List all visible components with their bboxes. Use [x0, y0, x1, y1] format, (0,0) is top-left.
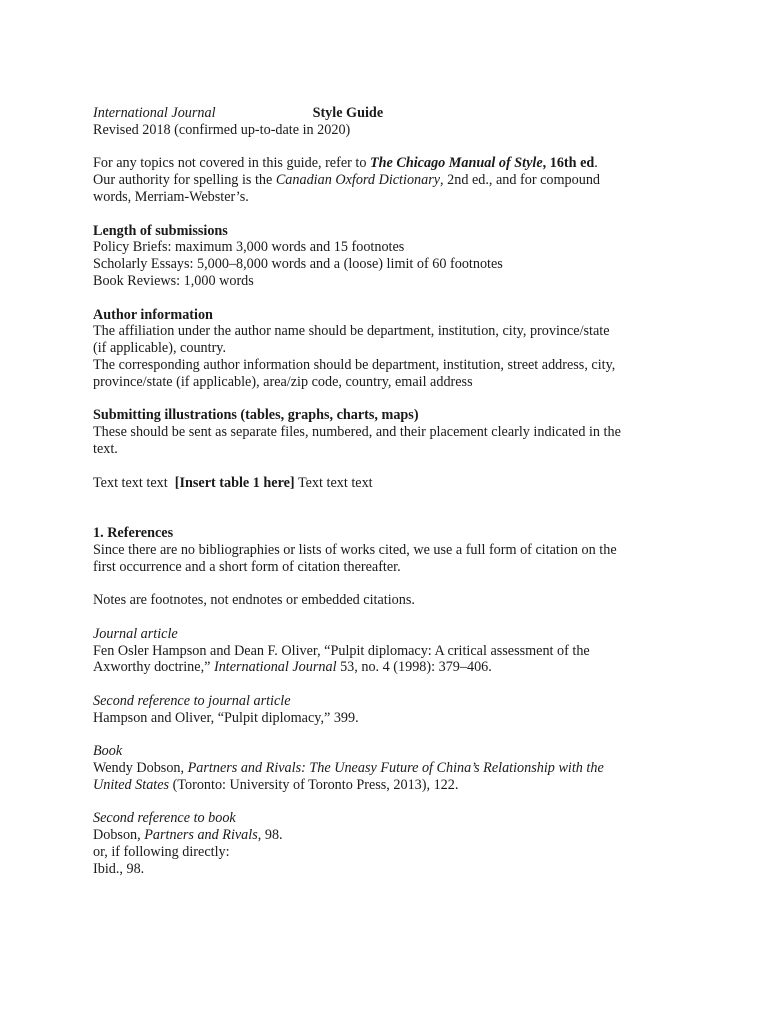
- document-page: [93, 105, 683, 878]
- author-affiliation-2: (if applicable), country.: [93, 340, 227, 357]
- length-reviews: Book Reviews: 1,000 words: [93, 272, 254, 289]
- journal-citation-2-pre: Axworthy doctrine,”: [93, 659, 214, 676]
- journal-citation-2-italic: International Journal: [213, 659, 337, 676]
- example-text-pre: Text text text: [93, 474, 175, 491]
- journal-citation-1: Fen Osler Hampson and Dean F. Oliver, “Pulpit diplomacy: A critical assessment of the: [93, 642, 590, 659]
- intro-paragraph: [93, 155, 683, 205]
- references-intro-1: Since there are no bibliographies or lists of works cited, we use a full form of citation on the: [93, 541, 617, 558]
- chicago-title: The Chicago Manual of Style: [369, 155, 543, 172]
- length-heading: Length of submissions: [93, 222, 228, 239]
- author-affiliation-1: The affiliation under the author name should be department, institution, city, province/state: [93, 323, 610, 340]
- spelling-text-3: words, Merriam-Webster’s.: [93, 188, 249, 205]
- spelling-text: Our authority for spelling is the: [93, 172, 276, 189]
- illustrations-heading: Submitting illustrations (tables, graphs, charts, maps): [93, 407, 419, 424]
- length-scholarly: Scholarly Essays: 5,000–8,000 words and a (loose) limit of 60 footnotes: [93, 256, 503, 273]
- ibid-line: Ibid., 98.: [93, 860, 145, 877]
- illustrations-body-1: These should be sent as separate files, numbered, and their placement clearly indicated in the: [93, 424, 621, 441]
- author-corresponding-1: The corresponding author information should be department, institution, street address, city,: [93, 356, 616, 373]
- chicago-edition: , 16th ed: [542, 155, 595, 172]
- book-citation-1: [93, 760, 683, 777]
- references-notes: Notes are footnotes, not endnotes or embedded citations.: [93, 592, 415, 609]
- journal-citation-2-post: 53, no. 4 (1998): 379–406.: [336, 659, 492, 676]
- references-intro-2: first occurrence and a short form of citation thereafter.: [93, 558, 401, 575]
- header-line: [93, 105, 683, 122]
- second-journal-label: Second reference to journal article: [93, 692, 291, 709]
- intro-text: For any topics not covered in this guide, refer to: [93, 155, 370, 172]
- author-heading: Author information: [93, 306, 213, 323]
- second-book-italic: Partners and Rivals: [144, 827, 258, 844]
- book-label: Book: [93, 743, 123, 760]
- spelling-text-2: , 2nd ed., and for compound: [440, 172, 601, 189]
- book-citation-2-post: (Toronto: University of Toronto Press, 2013), 122.: [169, 776, 459, 793]
- book-citation-1-pre: Wendy Dobson,: [93, 760, 188, 777]
- or-following-line: or, if following directly:: [93, 844, 230, 861]
- illustrations-body-2: text.: [93, 440, 118, 457]
- document-title: Style Guide: [312, 105, 384, 121]
- second-book-post: , 98.: [257, 827, 283, 844]
- oxford-title: Canadian Oxford Dictionary: [275, 172, 441, 189]
- journal-name: International Journal: [93, 105, 216, 121]
- example-line: [93, 475, 683, 492]
- journal-citation-2: [93, 659, 683, 676]
- second-journal-citation: Hampson and Oliver, “Pulpit diplomacy,” 399.: [93, 709, 359, 726]
- length-policy: Policy Briefs: maximum 3,000 words and 15 footnotes: [93, 239, 405, 256]
- references-heading: 1. References: [93, 524, 174, 541]
- book-citation-2: [93, 777, 683, 794]
- book-citation-2-italic: United States: [93, 776, 170, 793]
- example-text-post: Text text text: [294, 474, 373, 491]
- second-book-label: Second reference to book: [93, 810, 236, 827]
- book-citation-1-italic: Partners and Rivals: The Uneasy Future of China’s Relationship with the: [187, 760, 604, 777]
- journal-article-label: Journal article: [93, 625, 178, 642]
- revised-line: Revised 2018 (confirmed up-to-date in 2020): [93, 121, 351, 138]
- intro-period: .: [594, 155, 598, 172]
- second-book-citation: [93, 827, 683, 844]
- author-corresponding-2: province/state (if applicable), area/zip code, country, email address: [93, 373, 473, 390]
- second-book-pre: Dobson,: [93, 827, 145, 844]
- insert-table-marker: [Insert table 1 here]: [174, 474, 295, 491]
